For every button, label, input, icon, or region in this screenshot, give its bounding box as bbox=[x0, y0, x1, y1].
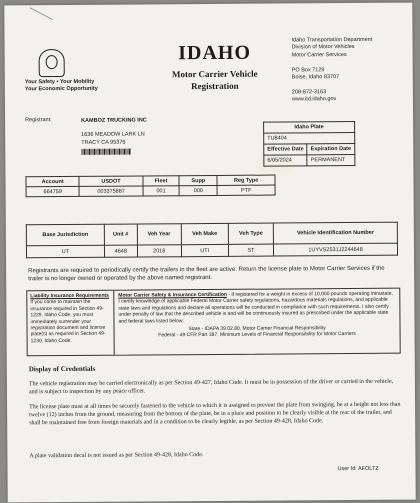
table-header: Unit # bbox=[104, 224, 137, 245]
itd-logo-icon bbox=[39, 49, 65, 77]
trailer-notice: Registrants are required to periodically certify the trailers in the fleet are active. Return the license plate to Motor Carrier Services if the trailer is no longer owned or operated by the above named registrant. bbox=[28, 265, 385, 283]
plate-info-table bbox=[263, 121, 355, 167]
liability-text: If you come to maintain the insurance required in Section 49-1229, Idaho Code, you must immediately surrender your registration document and license plate(s) as required in Section 49-1230, Idaho Code. bbox=[30, 299, 106, 345]
liability-title: Liability Insurance Requirements bbox=[30, 292, 109, 300]
registrant-name: KAMBOZ TRUCKING INC bbox=[81, 117, 147, 124]
state-statute: State - IDAPA 39.02.80, Motor Carrier Financial Responsibility bbox=[188, 325, 326, 333]
unit-table bbox=[26, 222, 398, 259]
registrant-label: Registrant: bbox=[25, 117, 52, 124]
effective-date: 6/05/2024 bbox=[264, 155, 307, 166]
safety-text: - If registered for a weight in excess of 10,000 pounds operating intrastate, I certify knowledge of applicable Federal Motor Carrier safety regulations, hazardous materials regulations, and applicable state laws and regulations and declare all operations will be conducted in compliance with such requirements. I also certify under penalty of law that the described vehicle is and will be continuously insured as prescribed under the applicable state and federal laws listed below: bbox=[118, 290, 393, 325]
plate-label: Idaho Plate bbox=[264, 121, 355, 133]
display-heading: Display of Credentials bbox=[28, 364, 96, 374]
title-sub1: Motor Carrier Vehicle bbox=[171, 68, 258, 80]
slogan: Your Safety • Your Mobility Your Economic Opportunity bbox=[24, 78, 98, 93]
effective-label: Effective Date bbox=[264, 144, 307, 155]
registration-document bbox=[4, 3, 415, 503]
safety-section bbox=[114, 289, 399, 355]
table-header: Vehicle Identification Number bbox=[273, 222, 397, 244]
table-header: Supp bbox=[179, 175, 217, 185]
table-row: UT 4648 2018 UTI ST 1UYVS2531J2244648 bbox=[26, 243, 397, 258]
account-table bbox=[25, 175, 275, 198]
title-sub2: Registration bbox=[191, 80, 239, 92]
safety-title: Motor Carrier Safety & Insurance Certification bbox=[118, 291, 227, 299]
address-line-1: 1636 MEADOW LARK LN bbox=[81, 131, 145, 138]
document-title bbox=[145, 41, 285, 91]
user-id: User Id: AFOLTZ bbox=[337, 465, 379, 473]
table-header: Base Jurisdiction bbox=[26, 224, 104, 246]
table-header: Reg Type bbox=[217, 175, 275, 185]
address-line-2: TRACY CA 95376 bbox=[81, 139, 126, 146]
agency-contact: Idaho Transportation Department Division of Motor Vehicles Motor Carrier Services PO Box 7129 Boise, Idaho 83707 208-872-3163 www.itd.idaho.gov bbox=[291, 36, 373, 103]
federal-statute: Federal - 49 CFR Part 387, Minimum Levels of Financial Responsibility for Motor Carriers bbox=[158, 331, 356, 339]
title-main: IDAHO bbox=[178, 41, 252, 65]
liability-section bbox=[27, 291, 114, 356]
certification-box bbox=[26, 288, 400, 357]
plate-number: TU8404 bbox=[264, 132, 355, 144]
mail-barcode bbox=[81, 149, 131, 155]
table-header: Veh Make bbox=[181, 223, 228, 244]
table-header: Fleet bbox=[143, 176, 180, 186]
registrant-address bbox=[81, 116, 147, 146]
expiration-date: PERMANENT bbox=[307, 154, 354, 165]
display-paragraph-2: The license plate must at all times be securely fastened to the vehicle to which it is assigned to prevent the plate from swinging, be at a height not less than twelve (12) inches from the ground, measuring from the bottom of the plate, be in a place and position to be clearly visible at the rear of the trailer, and shall be maintained free from foreign materials and in a condition to be clearly legible, as per Section 49-428, Idaho Code. bbox=[29, 401, 401, 427]
fold-mark bbox=[30, 7, 54, 20]
table-header: Veh Type bbox=[228, 223, 273, 244]
table-header: USDOT bbox=[79, 176, 143, 186]
expiration-label: Expiration Date bbox=[307, 143, 354, 154]
table-row: 664759 003375887 001 000 PTF bbox=[26, 185, 275, 197]
table-header: Account bbox=[26, 176, 79, 186]
table-header: Veh Year bbox=[137, 224, 181, 245]
display-paragraph-3: A plate validation decal is not issued as per Section 49-428, Idaho Code. bbox=[29, 452, 204, 460]
display-paragraph-1: The vehicle registration may be carried electronically as per Section 49-427, Idaho Code. It must be in possession of the driver or carried in the vehicle, and is subject to inspection by any peace officer. bbox=[28, 378, 394, 396]
